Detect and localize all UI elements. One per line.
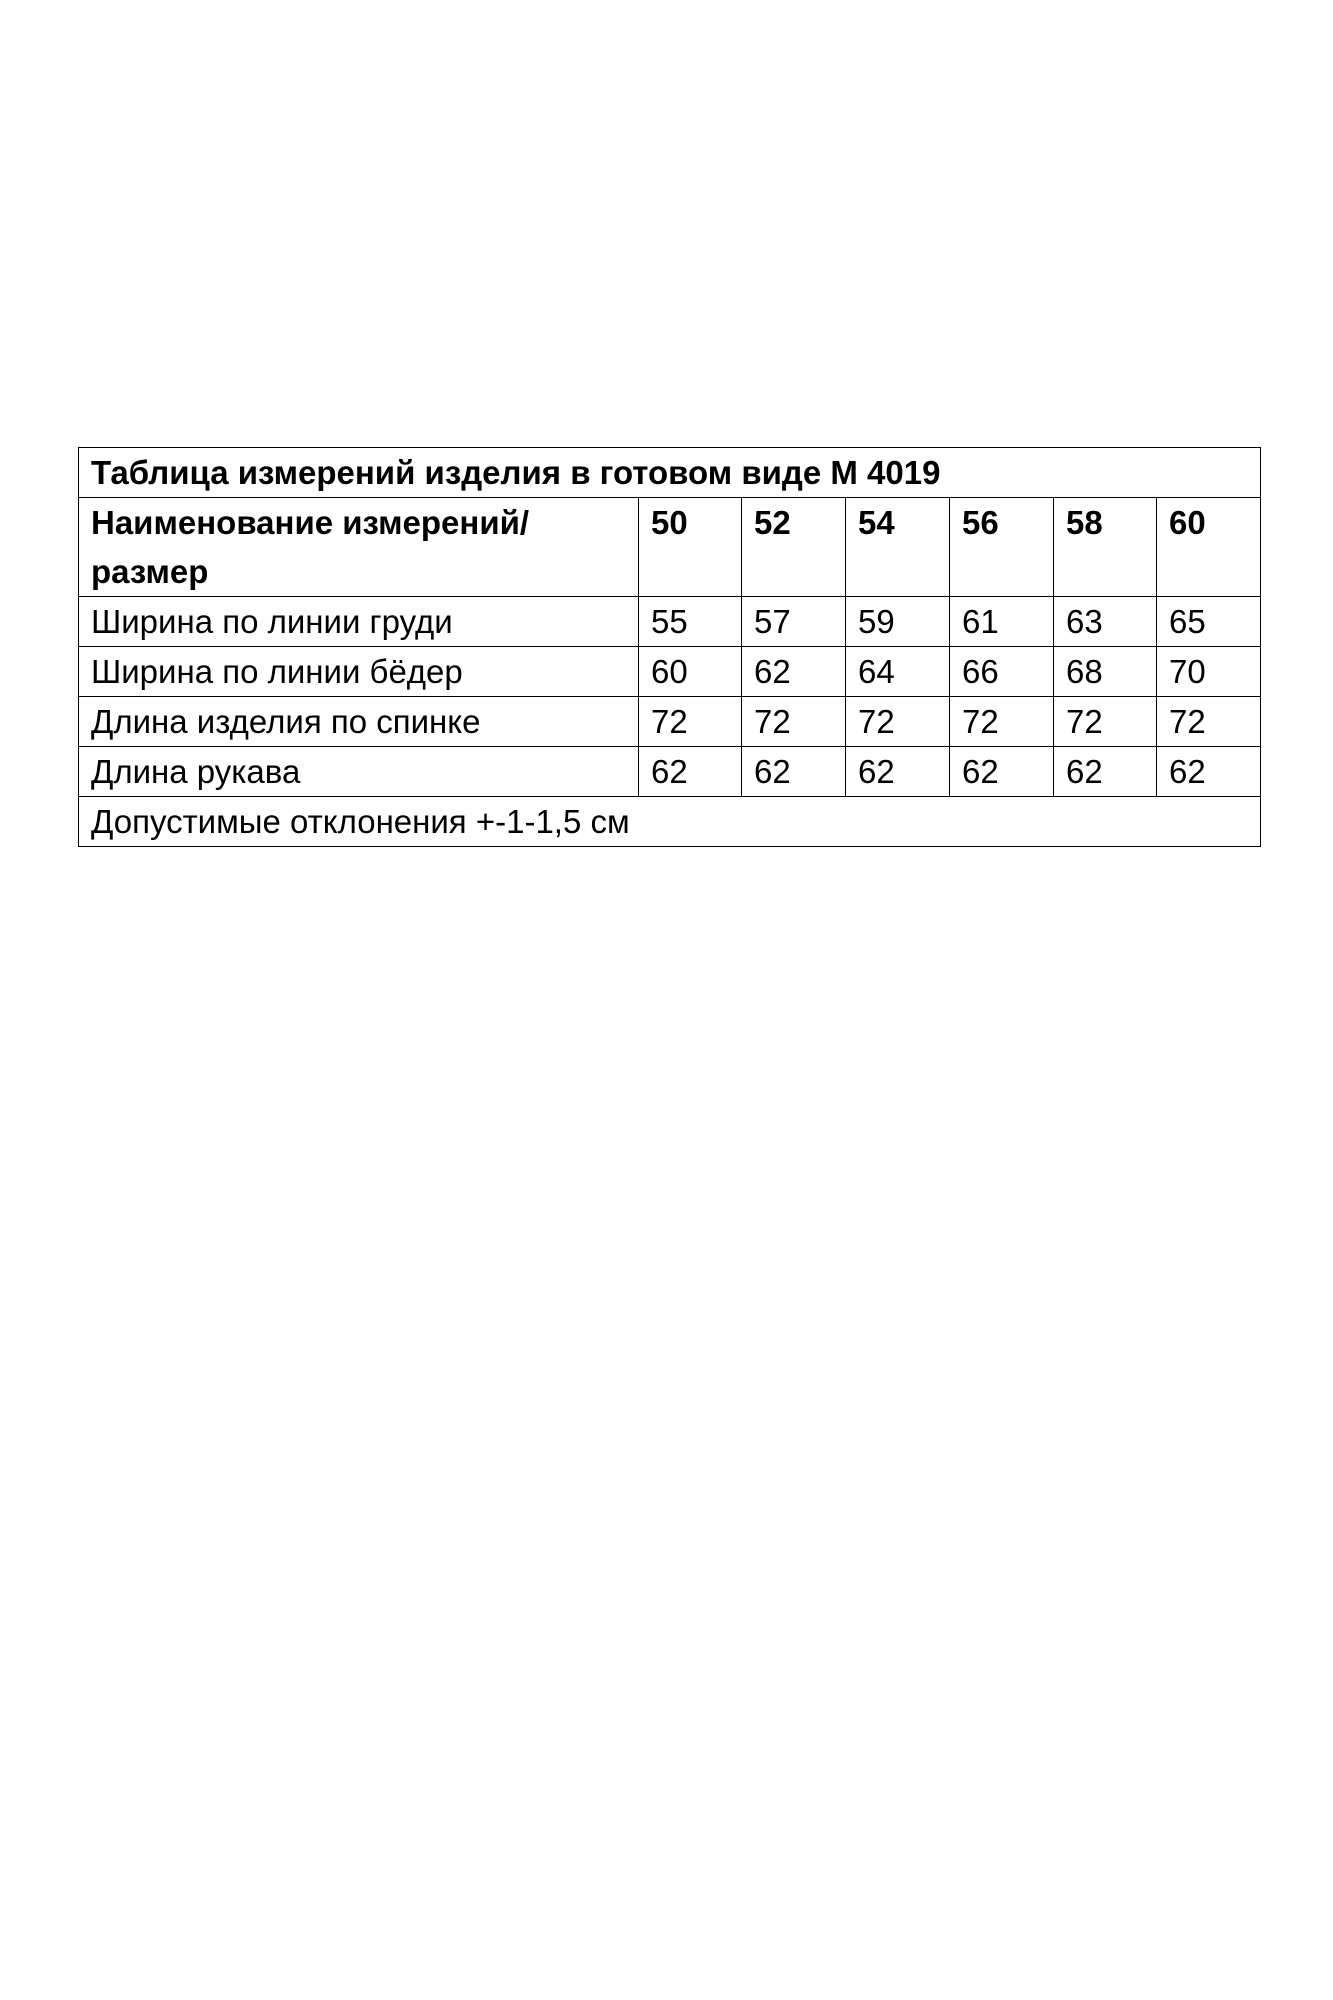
table-cell: 59 <box>846 597 950 647</box>
table-cell: 62 <box>639 747 742 797</box>
header-name-label: Наименование измерений/размер <box>79 498 639 597</box>
table-row <box>79 597 1261 647</box>
table-note-row <box>79 797 1261 847</box>
table-cell: 57 <box>742 597 846 647</box>
table-cell: 62 <box>742 747 846 797</box>
table-title: Таблица измерений изделия в готовом виде М 4019 <box>79 448 1261 498</box>
table-cell: 72 <box>1157 697 1261 747</box>
table-cell: 61 <box>950 597 1054 647</box>
table-title-row <box>79 448 1261 498</box>
table-cell: 72 <box>639 697 742 747</box>
table-cell: 72 <box>950 697 1054 747</box>
measurements-table <box>78 447 1261 847</box>
header-size: 52 <box>742 498 846 597</box>
header-size: 60 <box>1157 498 1261 597</box>
header-size: 58 <box>1054 498 1157 597</box>
table-row <box>79 697 1261 747</box>
table-cell: 72 <box>742 697 846 747</box>
table-cell: 65 <box>1157 597 1261 647</box>
header-size: 50 <box>639 498 742 597</box>
tolerance-note: Допустимые отклонения +-1-1,5 см <box>79 797 1261 847</box>
header-size: 54 <box>846 498 950 597</box>
table-cell: 62 <box>1054 747 1157 797</box>
table-row <box>79 647 1261 697</box>
table-cell: 63 <box>1054 597 1157 647</box>
table-cell: 62 <box>1157 747 1261 797</box>
row-label: Ширина по линии бёдер <box>79 647 639 697</box>
table-cell: 62 <box>742 647 846 697</box>
table-cell: 66 <box>950 647 1054 697</box>
table-cell: 60 <box>639 647 742 697</box>
table-cell: 70 <box>1157 647 1261 697</box>
header-size: 56 <box>950 498 1054 597</box>
row-label: Длина рукава <box>79 747 639 797</box>
table-cell: 68 <box>1054 647 1157 697</box>
table-header-row <box>79 498 1261 597</box>
row-label: Ширина по линии груди <box>79 597 639 647</box>
table-cell: 72 <box>1054 697 1157 747</box>
table-cell: 55 <box>639 597 742 647</box>
table-cell: 72 <box>846 697 950 747</box>
row-label: Длина изделия по спинке <box>79 697 639 747</box>
table-row <box>79 747 1261 797</box>
table-cell: 64 <box>846 647 950 697</box>
table-cell: 62 <box>846 747 950 797</box>
table-cell: 62 <box>950 747 1054 797</box>
